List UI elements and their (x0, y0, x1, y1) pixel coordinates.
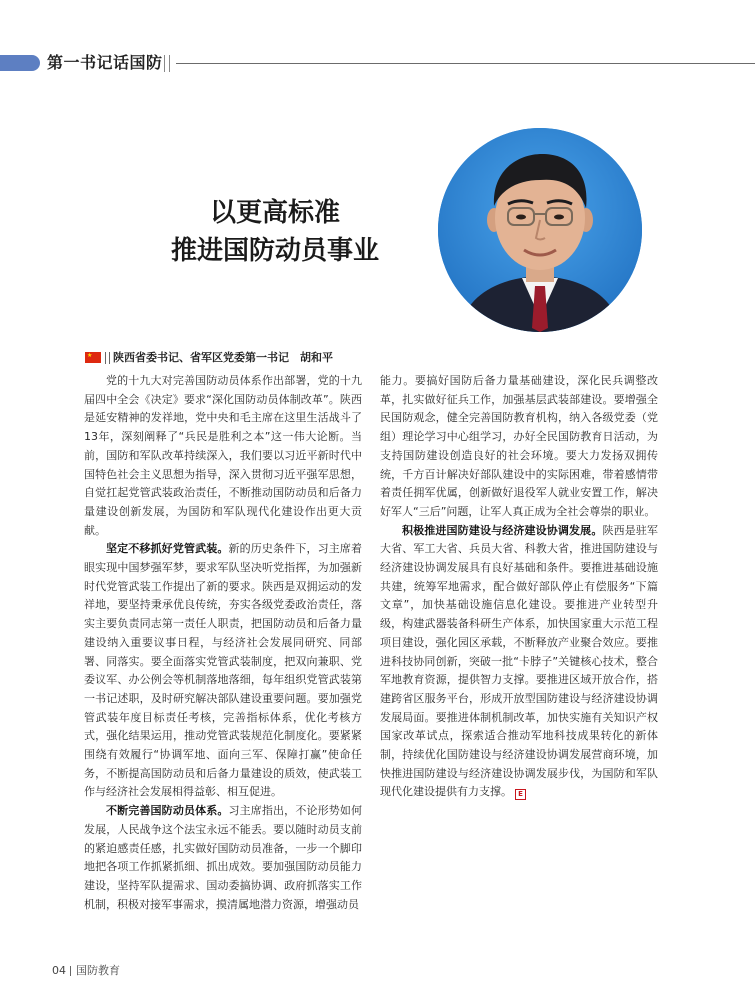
column-title-separator (164, 55, 170, 72)
author-byline (85, 349, 385, 367)
headline-line-1: 以更高标准 (209, 198, 340, 228)
article-headline (130, 194, 420, 270)
paragraph-intro: 党的十九大对完善国防动员体系作出部署，党的十九届四中全会《决定》要求“深化国防动员体制改革”。陕西是延安精神的发祥地，党中央和毛主席在这里生活战斗了13年，深刻阐释了“兵民是胜利之本”这一伟大论断。当前，国防和军队改革持续深入，我们要以习近平新时代中国特色社会主义思想为指导，深入贯彻习近平强军思想，自觉扛起党管武装政治责任，不断推动国防动员和后备力量建设创新发展，为国防和军队现代化建设作出更大贡献。 (84, 374, 362, 537)
headline-line-2: 推进国防动员事业 (170, 236, 379, 266)
section-lead: 积极推进国防建设与经济建设协调发展。 (402, 523, 603, 537)
column-header-rule (176, 63, 755, 64)
paragraph-coordinated-development (380, 522, 658, 803)
column-header (0, 52, 755, 76)
column-title: 第一书记话国防 (47, 53, 163, 72)
portrait-illustration (438, 128, 642, 332)
section-lead: 不断完善国防动员体系。 (106, 804, 229, 818)
body-column-left (84, 372, 362, 914)
column-header-accent (0, 55, 40, 71)
china-flag-icon: ★ (85, 352, 101, 363)
byline-separator (105, 352, 110, 364)
byline-text: 陕西省委书记、省军区党委第一书记 胡和平 (113, 351, 333, 364)
paragraph-mobilization-system (84, 802, 362, 914)
author-portrait (438, 128, 642, 332)
magazine-name: 国防教育 (76, 964, 120, 977)
section-lead: 坚定不移抓好党管武装。 (106, 542, 229, 556)
section-text: 习主席指出，不论形势如何发展，人民战争这个法宝永远不能丢。要以随时动员支前的紧迫感责任感，扎实做好国防动员准备，一步一个脚印地把各项工作抓紧抓细、抓出成效。要加强国防动员能力建设，坚持军队提需求、国动委搞协调、政府抓落实工作机制，积极对接军事需求，摸清属地潜力资源，增强动员 (84, 804, 362, 911)
section-text: 新的历史条件下，习主席着眼实现中国梦强军梦，要求军队坚决听党指挥，为加强新时代党管武装工作提出了新的要求。陕西是双拥运动的发祥地，要坚持秉承优良传统，夯实各级党委政治责任，落实主要负责同志第一责任人职责，把国防动员和后备力量建设纳入重要议事日程，与经济社会发展同研究、同部署、同落实。要全面落实党管武装制度，把双向兼职、党委议军、办公例会等机制落地落细，每年组织党管武装第一书记述职，及时研究解决部队建设重要问题。要加强党管武装年度目标责任考核，完善指标体系，优化考核方式，强化结果运用，推动党管武装规范化制度化。要紧紧围绕有效履行“协调军地、面向三军、保障打赢”使命任务，不断提高国防动员和后备力量建设的质效，使武装工作与经济社会发展相得益彰、相互促进。 (84, 542, 362, 799)
end-of-article-icon: E (515, 789, 526, 800)
paragraph-mobilization-system-continued: 能力。要搞好国防后备力量基础建设，深化民兵调整改革，扎实做好征兵工作，加强基层武装部建设。要增强全民国防观念，健全完善国防教育机构，纳入各级党委（党组）理论学习中心组学习，办好全民国防教育日活动，为支持国防建设创造良好的社会环境。要大力发扬双拥传统，千方百计解决好部队建设中的实际困难，带着感情带着责任拥军优属，创新做好退役军人就业安置工作，解决好军人“三后”问题，让军人真正成为全社会尊崇的职业。 (380, 374, 658, 518)
footer-separator (70, 966, 71, 976)
section-text: 陕西是驻军大省、军工大省、兵员大省、科教大省，推进国防建设与经济建设协调发展具有良好基础和条件。要推进基础设施共建，统筹军地需求，配合做好部队停止有偿服务“下篇文章”，加快基础设施信息化建设。要推进产业转型升级，构建武器装备科研生产体系，加快国家重大示范工程项目建设，强化园区承载，不断释放产业聚合效应。要推进科技协同创新，突破一批“卡脖子”关键核心技术，整合军地教育资源，提供智力支撑。要推进区域开放合作，搭建跨省区服务平台，形成开放型国防建设与经济建设协调发展局面。要推进体制机制改革，加快实施有关知识产权国家改革试点，探索适合推动军地科技成果转化的新体制，持续优化国防建设与经济建设协调发展营商环境，加快推进国防建设与经济建设协调发展步伐，为国防和军队现代化建设提供有力支撑。 (380, 523, 658, 799)
page-number: 04 (52, 964, 66, 977)
paragraph-party-leadership (84, 540, 362, 802)
body-column-right (380, 372, 658, 802)
